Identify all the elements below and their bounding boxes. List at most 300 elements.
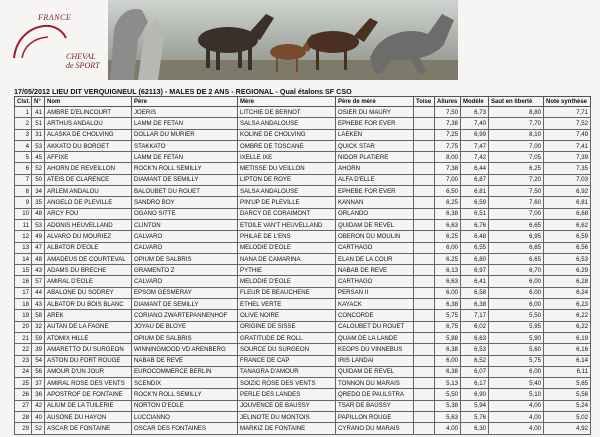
- cell-gaits: 6,50: [435, 186, 461, 197]
- cell-sire: BALOUBET DU ROUET: [132, 186, 238, 197]
- cell-entry-number: 35: [32, 197, 45, 208]
- cell-entry-number: 48: [32, 208, 45, 219]
- cell-dam: LITCHIE DE BERNOT: [238, 107, 336, 118]
- cell-free-jumping: 5,90: [489, 332, 544, 343]
- cell-height: [414, 140, 435, 151]
- cell-gaits: 7,38: [435, 118, 461, 129]
- cell-rank: 22: [15, 344, 32, 355]
- cell-gaits: 6,00: [435, 287, 461, 298]
- cell-conformation: 6,97: [461, 265, 489, 276]
- cell-overall-score: 5,24: [544, 400, 591, 411]
- cell-height: [414, 163, 435, 174]
- cell-overall-score: 6,59: [544, 231, 591, 242]
- cell-height: [414, 412, 435, 423]
- table-row: [15, 423, 591, 434]
- cell-horse-name: ALBATOR D'EOLE: [45, 242, 132, 253]
- cell-dam-sire: CARTHAGO: [336, 276, 414, 287]
- cell-overall-score: 5,02: [544, 412, 591, 423]
- cell-dam-sire: KANNAN: [336, 197, 414, 208]
- cell-gaits: 5,50: [435, 389, 461, 400]
- cell-height: [414, 107, 435, 118]
- cell-free-jumping: 6,65: [489, 253, 544, 264]
- cell-dam: IXELLE IXE: [238, 152, 336, 163]
- cell-free-jumping: 5,50: [489, 310, 544, 321]
- cell-rank: 27: [15, 400, 32, 411]
- cell-height: [414, 197, 435, 208]
- cell-gaits: 7,38: [435, 163, 461, 174]
- cell-dam: PHILAE DE L'ENS: [238, 231, 336, 242]
- cell-dam: JELINOTE DU MONTOIS: [238, 412, 336, 423]
- cell-gaits: 6,38: [435, 366, 461, 377]
- brand-wordmark: [66, 52, 100, 70]
- cell-sire: SCENDIX: [132, 378, 238, 389]
- cell-sire: DIAMANT DE SEMILLY: [132, 174, 238, 185]
- cell-entry-number: 59: [32, 332, 45, 343]
- table-row: [15, 242, 591, 253]
- cell-height: [414, 276, 435, 287]
- cell-dam-sire: OSIER DU MAURY: [336, 107, 414, 118]
- cell-gaits: 6,25: [435, 197, 461, 208]
- cell-horse-name: ABALONE DU SODREY: [45, 287, 132, 298]
- table-row: [15, 400, 591, 411]
- table-row: [15, 321, 591, 332]
- cell-sire: OPIUM DE SALBRIS: [132, 332, 238, 343]
- cell-rank: 15: [15, 265, 32, 276]
- cell-dam: SALSA ANDALOUSE: [238, 186, 336, 197]
- cell-height: [414, 231, 435, 242]
- cell-gaits: 7,75: [435, 140, 461, 151]
- table-row: [15, 344, 591, 355]
- cell-conformation: 6,17: [461, 378, 489, 389]
- cell-free-jumping: 6,00: [489, 299, 544, 310]
- cell-horse-name: ALIUM DE LA TUILERIE: [45, 400, 132, 411]
- cell-dam: SOURCE DU SURGEON: [238, 344, 336, 355]
- cell-horse-name: AMARETTO DU SURGEON: [45, 344, 132, 355]
- table-row: [15, 129, 591, 140]
- table-row: [15, 412, 591, 423]
- cell-sire: GRAMENTO Z: [132, 265, 238, 276]
- cell-free-jumping: 7,60: [489, 197, 544, 208]
- cell-dam: PIN'UP DE PLEVILLE: [238, 197, 336, 208]
- cell-dam-sire: ELAN DE LA COUR: [336, 253, 414, 264]
- cell-horse-name: ATOMIX HILLE: [45, 332, 132, 343]
- cell-conformation: 6,73: [461, 107, 489, 118]
- cell-entry-number: 53: [32, 140, 45, 151]
- cell-conformation: 6,53: [461, 344, 489, 355]
- cell-rank: 4: [15, 140, 32, 151]
- cell-overall-score: 6,28: [544, 276, 591, 287]
- cell-rank: 19: [15, 310, 32, 321]
- cell-rank: 20: [15, 321, 32, 332]
- cell-horse-name: AREK: [45, 310, 132, 321]
- cell-entry-number: 36: [32, 389, 45, 400]
- cell-entry-number: 43: [32, 265, 45, 276]
- cell-entry-number: 32: [32, 321, 45, 332]
- cell-free-jumping: 6,25: [489, 163, 544, 174]
- cell-free-jumping: 7,00: [489, 140, 544, 151]
- cell-sire: CLINTON: [132, 219, 238, 230]
- cell-rank: 6: [15, 163, 32, 174]
- table-row: [15, 276, 591, 287]
- cell-sire: ROCK'N ROLL SEMILLY: [132, 389, 238, 400]
- cell-sire: CALVARO: [132, 242, 238, 253]
- cell-conformation: 6,58: [461, 287, 489, 298]
- column-header-dam-sire: Père de mère: [336, 97, 414, 107]
- cell-entry-number: 44: [32, 287, 45, 298]
- cell-conformation: 6,80: [461, 253, 489, 264]
- brand-line-2: de SPORT: [66, 61, 100, 70]
- cell-rank: 29: [15, 423, 32, 434]
- cell-sire: NABAB DE REVE: [132, 355, 238, 366]
- cell-conformation: 6,30: [461, 423, 489, 434]
- cell-height: [414, 186, 435, 197]
- cell-height: [414, 344, 435, 355]
- table-row: [15, 118, 591, 129]
- column-header-free-jumping: Saut en liberté: [489, 97, 544, 107]
- cell-rank: 17: [15, 287, 32, 298]
- cell-rank: 12: [15, 231, 32, 242]
- cell-free-jumping: 7,00: [489, 208, 544, 219]
- cell-free-jumping: 4,00: [489, 400, 544, 411]
- cell-dam: SOIZIC ROSE DES VENTS: [238, 378, 336, 389]
- cell-sire: CALVARO: [132, 276, 238, 287]
- cell-conformation: 6,87: [461, 174, 489, 185]
- cell-sire: WINNINGMOOD VD ARENBERG: [132, 344, 238, 355]
- cell-free-jumping: 6,95: [489, 231, 544, 242]
- cell-horse-name: ADAMS DU BRECHE: [45, 265, 132, 276]
- cell-dam: GRATITUDE DE ROLL: [238, 332, 336, 343]
- cell-free-jumping: 6,00: [489, 366, 544, 377]
- table-row: [15, 310, 591, 321]
- cell-horse-name: AMADEUS DE COURTEVAL: [45, 253, 132, 264]
- cell-height: [414, 118, 435, 129]
- cell-free-jumping: 6,65: [489, 219, 544, 230]
- table-row: [15, 231, 591, 242]
- cell-entry-number: 57: [32, 276, 45, 287]
- table-row: [15, 253, 591, 264]
- table-row: [15, 140, 591, 151]
- cell-sire: CORIANO ZWARTEPANNENHOF: [132, 310, 238, 321]
- cell-dam: LIPTON DE ROYE: [238, 174, 336, 185]
- cell-dam-sire: CALOUBET DU ROUET: [336, 321, 414, 332]
- column-header-horse-name: Nom: [45, 97, 132, 107]
- brand-france-text: FRANCE: [38, 13, 72, 22]
- cell-entry-number: 31: [32, 129, 45, 140]
- cell-dam-sire: QUIDAM DE REVEL: [336, 219, 414, 230]
- cell-overall-score: 7,49: [544, 129, 591, 140]
- cell-gaits: 5,38: [435, 400, 461, 411]
- cell-horse-name: AKKATO DU BORGET: [45, 140, 132, 151]
- cell-overall-score: 6,92: [544, 186, 591, 197]
- cell-rank: 10: [15, 208, 32, 219]
- cell-entry-number: 52: [32, 163, 45, 174]
- cell-horse-name: AMIRAL D'EOLE: [45, 276, 132, 287]
- cell-horse-name: ARTHUS ANDALOU: [45, 118, 132, 129]
- cell-dam-sire: QREDO DE PAULSTRA: [336, 389, 414, 400]
- cell-horse-name: APOSTROF DE FONTAINE: [45, 389, 132, 400]
- cell-horse-name: AUTAN DE LA FAGNE: [45, 321, 132, 332]
- cell-overall-score: 6,22: [544, 310, 591, 321]
- cell-dam-sire: OBERON DU MOULIN: [336, 231, 414, 242]
- cell-dam-sire: TONNON DU MARAIS: [336, 378, 414, 389]
- cell-rank: 18: [15, 299, 32, 310]
- cell-free-jumping: 5,40: [489, 378, 544, 389]
- cell-overall-score: 7,41: [544, 140, 591, 151]
- cell-conformation: 6,41: [461, 276, 489, 287]
- cell-horse-name: ASTON DU FORT ROUGE: [45, 355, 132, 366]
- cell-rank: 21: [15, 332, 32, 343]
- cell-overall-score: 7,39: [544, 152, 591, 163]
- cell-dam: ETHEL VERTE: [238, 299, 336, 310]
- cell-sire: LAMM DE FETAN: [132, 152, 238, 163]
- table-row: [15, 389, 591, 400]
- cell-overall-score: 6,24: [544, 287, 591, 298]
- cell-sire: STAKKATO: [132, 140, 238, 151]
- cell-gaits: 8,00: [435, 152, 461, 163]
- table-row: [15, 152, 591, 163]
- cell-free-jumping: 6,85: [489, 242, 544, 253]
- cell-dam: OMBRE DE TOSCANE: [238, 140, 336, 151]
- column-header-sire: Père: [132, 97, 238, 107]
- cell-free-jumping: 6,00: [489, 276, 544, 287]
- cell-height: [414, 265, 435, 276]
- cell-dam: ETOILE VAN'T HEUVELLAND: [238, 219, 336, 230]
- cell-overall-score: 6,22: [544, 321, 591, 332]
- cell-conformation: 7,42: [461, 152, 489, 163]
- cell-entry-number: 43: [32, 299, 45, 310]
- cell-sire: DOLLAR DU MURIER: [132, 129, 238, 140]
- cell-overall-score: 6,23: [544, 299, 591, 310]
- cell-sire: OSCAR DES FONTAINES: [132, 423, 238, 434]
- cell-conformation: 6,52: [461, 355, 489, 366]
- cell-dam: FLEUR DE BEAUCHENE: [238, 287, 336, 298]
- cell-entry-number: 40: [32, 412, 45, 423]
- cell-rank: 24: [15, 366, 32, 377]
- cell-overall-score: 4,92: [544, 423, 591, 434]
- cell-free-jumping: 7,70: [489, 118, 544, 129]
- column-header-height: Toise: [414, 97, 435, 107]
- cell-overall-score: 6,29: [544, 265, 591, 276]
- cell-dam-sire: PERSAN II: [336, 287, 414, 298]
- table-row: [15, 197, 591, 208]
- cell-entry-number: 34: [32, 186, 45, 197]
- cell-height: [414, 355, 435, 366]
- horses-photo: [108, 0, 458, 80]
- cell-dam-sire: EPHEBE FOR EVER: [336, 186, 414, 197]
- cell-free-jumping: 8,10: [489, 129, 544, 140]
- cell-entry-number: 47: [32, 242, 45, 253]
- cell-gaits: 4,00: [435, 423, 461, 434]
- table-row: [15, 107, 591, 118]
- cell-dam: NANA DE CAMARINA: [238, 253, 336, 264]
- cell-height: [414, 321, 435, 332]
- cell-entry-number: 56: [32, 366, 45, 377]
- cell-rank: 7: [15, 174, 32, 185]
- cell-gaits: 6,63: [435, 276, 461, 287]
- cell-entry-number: 48: [32, 253, 45, 264]
- cell-horse-name: AMBRE D'ELINCOURT: [45, 107, 132, 118]
- cell-rank: 25: [15, 378, 32, 389]
- cell-sire: OPIUM DE SALBRIS: [132, 253, 238, 264]
- cell-dam-sire: PAPILLON ROUGE: [336, 412, 414, 423]
- cell-dam-sire: QUIDAM DE REVEL: [336, 366, 414, 377]
- cell-rank: 9: [15, 197, 32, 208]
- cell-horse-name: ALVARO DU MOURIEZ: [45, 231, 132, 242]
- cell-height: [414, 366, 435, 377]
- cell-entry-number: 50: [32, 174, 45, 185]
- cell-gaits: 7,00: [435, 174, 461, 185]
- page-title: 17/05/2012 LIEU DIT VERQUIGNEUL (62113) - MALES DE 2 ANS - REGIONAL - Qual étalons SF CSO: [14, 87, 352, 96]
- cell-entry-number: 41: [32, 107, 45, 118]
- table-row: [15, 163, 591, 174]
- cell-overall-score: 7,52: [544, 118, 591, 129]
- cell-dam-sire: CARTHAGO: [336, 242, 414, 253]
- cell-rank: 23: [15, 355, 32, 366]
- cell-height: [414, 253, 435, 264]
- cell-height: [414, 129, 435, 140]
- cell-overall-score: 6,81: [544, 197, 591, 208]
- cell-conformation: 7,47: [461, 140, 489, 151]
- cell-dam: METISSE DU VEILLON: [238, 163, 336, 174]
- cell-sire: OGANO SITTE: [132, 208, 238, 219]
- cell-dam-sire: CYRANO DU MARAIS: [336, 423, 414, 434]
- cell-height: [414, 219, 435, 230]
- cell-dam: MARKIZ DE FONTAINE: [238, 423, 336, 434]
- cell-horse-name: ANGELO DE PLEVILLE: [45, 197, 132, 208]
- cell-dam-sire: EPHEBE FOR EVER: [336, 118, 414, 129]
- cell-gaits: 6,00: [435, 355, 461, 366]
- cell-conformation: 6,99: [461, 129, 489, 140]
- cell-height: [414, 242, 435, 253]
- cell-conformation: 6,76: [461, 219, 489, 230]
- cell-dam: ORIGINE DE SISSE: [238, 321, 336, 332]
- cell-horse-name: ATEIS DE CLARENCE: [45, 174, 132, 185]
- cell-entry-number: 39: [32, 344, 45, 355]
- cell-dam: MELODIE D'EOLE: [238, 276, 336, 287]
- cell-sire: LAMM DE FETAN: [132, 118, 238, 129]
- results-table: [14, 96, 591, 435]
- cell-horse-name: AUSONE DU HAYON: [45, 412, 132, 423]
- cell-horse-name: ASCAR DE FONTAINE: [45, 423, 132, 434]
- table-row: [15, 378, 591, 389]
- cell-free-jumping: 6,00: [489, 287, 544, 298]
- cell-rank: 11: [15, 219, 32, 230]
- table-row: [15, 186, 591, 197]
- cell-overall-score: 6,19: [544, 332, 591, 343]
- table-row: [15, 332, 591, 343]
- cell-rank: 26: [15, 389, 32, 400]
- cell-gaits: 5,63: [435, 412, 461, 423]
- cell-height: [414, 310, 435, 321]
- cell-overall-score: 6,16: [544, 344, 591, 355]
- cell-sire: ROCK'N ROLL SEMILLY: [132, 163, 238, 174]
- cell-overall-score: 7,35: [544, 163, 591, 174]
- cell-sire: EUROCOMMERCE BERLIN: [132, 366, 238, 377]
- cell-height: [414, 400, 435, 411]
- cell-gaits: 5,88: [435, 332, 461, 343]
- cell-gaits: 7,50: [435, 107, 461, 118]
- cell-dam: SALSA ANDALOUSE: [238, 118, 336, 129]
- cell-gaits: 6,00: [435, 242, 461, 253]
- cell-overall-score: 6,53: [544, 253, 591, 264]
- cell-free-jumping: 4,00: [489, 412, 544, 423]
- cell-gaits: 5,75: [435, 310, 461, 321]
- cell-height: [414, 378, 435, 389]
- cell-entry-number: 37: [32, 378, 45, 389]
- cell-conformation: 6,90: [461, 389, 489, 400]
- cell-conformation: 6,07: [461, 366, 489, 377]
- cell-sire: CALVARO: [132, 231, 238, 242]
- cell-overall-score: 5,65: [544, 378, 591, 389]
- cell-entry-number: 52: [32, 423, 45, 434]
- cell-rank: 5: [15, 152, 32, 163]
- cell-horse-name: AFFIXE: [45, 152, 132, 163]
- cell-sire: EPSOM GESMERAY: [132, 287, 238, 298]
- cell-sire: JOYAU DE BLOYE: [132, 321, 238, 332]
- column-header-conformation: Modèle: [461, 97, 489, 107]
- cell-horse-name: ALBATOR DU BOIS BLANC: [45, 299, 132, 310]
- cell-horse-name: AHORN DE REVEILLON: [45, 163, 132, 174]
- cell-height: [414, 174, 435, 185]
- table-header: [15, 97, 591, 107]
- cell-free-jumping: 5,10: [489, 389, 544, 400]
- cell-conformation: 5,76: [461, 412, 489, 423]
- table-row: [15, 219, 591, 230]
- table-row: [15, 174, 591, 185]
- cell-gaits: 5,13: [435, 378, 461, 389]
- cell-rank: 8: [15, 186, 32, 197]
- cell-height: [414, 423, 435, 434]
- cell-overall-score: 6,68: [544, 208, 591, 219]
- cell-overall-score: 5,56: [544, 389, 591, 400]
- cell-gaits: 6,38: [435, 344, 461, 355]
- table-row: [15, 287, 591, 298]
- cell-free-jumping: 8,80: [489, 107, 544, 118]
- table-row: [15, 355, 591, 366]
- cell-sire: LUCCIANNO: [132, 412, 238, 423]
- cell-overall-score: 6,62: [544, 219, 591, 230]
- cell-free-jumping: 6,70: [489, 265, 544, 276]
- cell-dam: TANAGRA D'AMOUR: [238, 366, 336, 377]
- horse-head-logo-icon: [10, 18, 72, 60]
- cell-free-jumping: 7,20: [489, 174, 544, 185]
- cell-dam-sire: IRIS LANDAI: [336, 355, 414, 366]
- cell-dam-sire: LAEKEN: [336, 129, 414, 140]
- cell-overall-score: 6,56: [544, 242, 591, 253]
- cell-entry-number: 54: [32, 355, 45, 366]
- cell-rank: 2: [15, 118, 32, 129]
- cell-dam-sire: KAYACK: [336, 299, 414, 310]
- cell-dam: JOUVENCE DE BAUSSY: [238, 400, 336, 411]
- cell-sire: DIAMANT DE SEMILLY: [132, 299, 238, 310]
- cell-dam-sire: TSAR DE BAUSSY: [336, 400, 414, 411]
- table-row: [15, 265, 591, 276]
- cell-sire: JOERIS: [132, 107, 238, 118]
- cell-entry-number: 58: [32, 310, 45, 321]
- cell-rank: 13: [15, 242, 32, 253]
- cell-dam: MELODIE D'EOLE: [238, 242, 336, 253]
- cell-free-jumping: 5,75: [489, 355, 544, 366]
- column-header-entry-number: N°: [32, 97, 45, 107]
- cell-dam-sire: NIDOR PLATIERE: [336, 152, 414, 163]
- cell-gaits: 6,75: [435, 321, 461, 332]
- cell-dam: KOLINE DE CHOLVING: [238, 129, 336, 140]
- cell-rank: 1: [15, 107, 32, 118]
- cell-dam: FRANCE DE CAP: [238, 355, 336, 366]
- cell-gaits: 6,38: [435, 299, 461, 310]
- cell-entry-number: 53: [32, 219, 45, 230]
- brand-line-1: CHEVAL: [66, 52, 96, 61]
